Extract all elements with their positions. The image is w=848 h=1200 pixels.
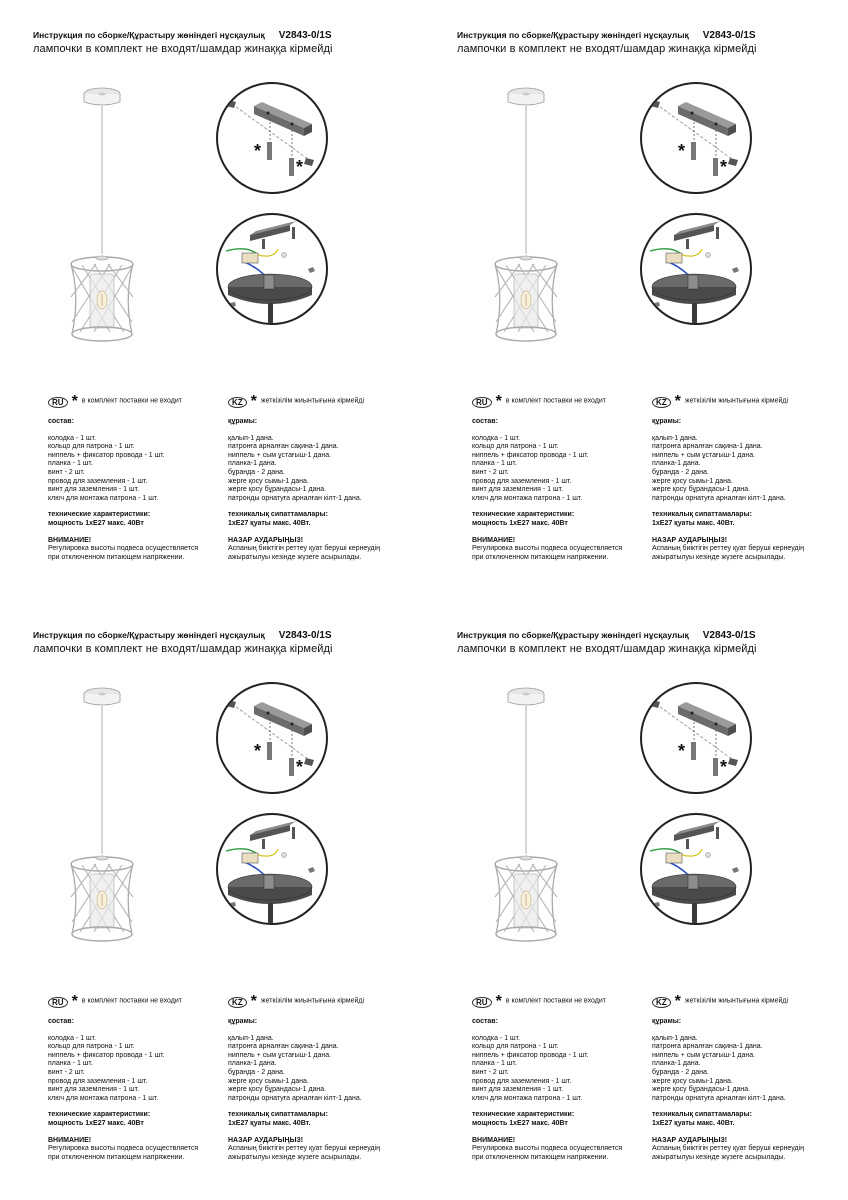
kz-tech-value: 1хЕ27 қуаты макс. 40Вт. <box>228 1119 311 1127</box>
kz-composition-item: жерге қосу бұрандасы-1 дана. <box>228 486 327 494</box>
instruction-title: Инструкция по сборке/Құрастыру жөніндегі нұсқаулық V2843-0/1S <box>33 30 332 41</box>
kz-not-included-note: жеткізілім жиынтығына кірмейді <box>684 397 789 405</box>
kz-composition-item: бұранда - 2 дана. <box>228 1068 285 1076</box>
kz-tech-value: 1хЕ27 қуаты макс. 40Вт. <box>652 519 735 527</box>
ru-composition-item: колодка - 1 шт. <box>472 1034 521 1042</box>
instruction-panel <box>424 600 848 1200</box>
kz-composition-item: жерге қосу сымы-1 дана. <box>652 477 733 485</box>
ru-tech-value: мощность 1хЕ27 макс. 40Вт <box>48 519 144 527</box>
pendant-lamp-image <box>486 682 586 947</box>
ru-composition-list <box>472 435 622 504</box>
ru-specification-column <box>48 394 198 562</box>
ru-composition-item: колодка - 1 шт. <box>472 434 521 442</box>
ru-composition-item: ниппель + фиксатор провода - 1 шт. <box>472 1051 589 1059</box>
kz-flag-badge: KZ <box>228 397 247 408</box>
kz-warning-text: Аспаның биіктігін реттеу қуат беруші кернеудің <box>228 1145 381 1153</box>
not-included-star-marker: * <box>720 757 728 777</box>
ru-composition-item: кольцо для патрона - 1 шт. <box>472 443 559 451</box>
not-included-star-marker: * <box>678 141 686 161</box>
kz-warning-text: ажыратылуы кезінде жүзеге асырылады. <box>652 553 786 561</box>
kz-composition-item: жерге қосу сымы-1 дана. <box>652 1077 733 1085</box>
ru-composition-list <box>48 1035 198 1104</box>
pendant-lamp-image <box>486 82 586 347</box>
ru-tech-title: технические характеристики: <box>48 1111 151 1119</box>
ru-specification-column <box>472 994 622 1162</box>
kz-composition-item: бұранда - 2 дана. <box>652 468 709 476</box>
star-icon: * <box>250 393 257 410</box>
kz-composition-item: жерге қосу бұрандасы-1 дана. <box>652 486 751 494</box>
ru-composition-item: кольцо для патрона - 1 шт. <box>48 1043 135 1051</box>
kz-composition-item: қалып-1 дана. <box>228 1034 274 1042</box>
ru-not-included-note: в комплект поставки не входит <box>81 397 182 405</box>
kz-flag-badge: KZ <box>228 997 247 1008</box>
kz-composition-item: қалып-1 дана. <box>652 1034 698 1042</box>
ru-warning-text: при отключенном питающем напряжении. <box>472 1153 609 1161</box>
ru-composition-item: планка - 1 шт. <box>48 1060 93 1068</box>
ru-not-included-note: в комплект поставки не входит <box>505 397 606 405</box>
ru-specification-column <box>472 394 622 562</box>
kz-composition-item: жерге қосу бұрандасы-1 дана. <box>652 1086 751 1094</box>
star-icon: * <box>674 993 681 1010</box>
kz-composition-item: қалып-1 дана. <box>228 434 274 442</box>
kz-composition-item: бұранда - 2 дана. <box>652 1068 709 1076</box>
kz-tech-title: техникалық сипаттамалары: <box>652 1111 752 1119</box>
instruction-panel <box>0 0 424 600</box>
ru-tech-title: технические характеристики: <box>48 511 151 519</box>
kz-composition-title: құрамы: <box>228 1018 258 1025</box>
kz-tech-title: техникалық сипаттамалары: <box>652 511 752 519</box>
bracket-assembly-diagram <box>216 82 328 194</box>
ru-warning-text: при отключенном питающем напряжении. <box>472 553 609 561</box>
bulbs-not-included-note: лампочки в комплект не входят/шамдар жинаққа кірмейді <box>457 43 757 55</box>
kz-composition-item: планка-1 дана. <box>652 1060 701 1068</box>
kz-not-included-note: жеткізілім жиынтығына кірмейді <box>260 397 365 405</box>
kz-not-included-note: жеткізілім жиынтығына кірмейді <box>684 997 789 1005</box>
ru-composition-item: провод для заземления - 1 шт. <box>472 477 572 485</box>
ru-composition-item: ниппель + фиксатор провода - 1 шт. <box>472 451 589 459</box>
kz-composition-item: патронға арналған сақина-1 дана. <box>228 1043 339 1051</box>
ru-warning-title: ВНИМАНИЕ! <box>48 1136 92 1144</box>
ru-composition-item: колодка - 1 шт. <box>48 1034 97 1042</box>
ru-tech-title: технические характеристики: <box>472 511 575 519</box>
ru-warning-text: Регулировка высоты подвеса осуществляется <box>48 545 199 553</box>
ru-composition-item: ключ для монтажа патрона - 1 шт. <box>472 494 583 502</box>
ru-tech-value: мощность 1хЕ27 макс. 40Вт <box>472 1119 568 1127</box>
kz-composition-item: ниппель + сым ұстағыш-1 дана. <box>228 1051 332 1059</box>
ru-tech-value: мощность 1хЕ27 макс. 40Вт <box>48 1119 144 1127</box>
model-number: V2843-0/1S <box>278 630 332 641</box>
ru-warning-text: при отключенном питающем напряжении. <box>48 1153 185 1161</box>
kz-composition-list <box>228 435 380 504</box>
ru-composition-item: ключ для монтажа патрона - 1 шт. <box>48 1094 159 1102</box>
kz-warning-text: ажыратылуы кезінде жүзеге асырылады. <box>228 1153 362 1161</box>
ru-not-included-note: в комплект поставки не входит <box>505 997 606 1005</box>
kz-composition-item: жерге қосу сымы-1 дана. <box>228 1077 309 1085</box>
model-number: V2843-0/1S <box>702 30 756 41</box>
kz-not-included-note: жеткізілім жиынтығына кірмейді <box>260 997 365 1005</box>
instruction-title: Инструкция по сборке/Құрастыру жөніндегі нұсқаулық V2843-0/1S <box>457 630 756 641</box>
kz-tech-title: техникалық сипаттамалары: <box>228 1111 328 1119</box>
ru-composition-item: винт - 2 шт. <box>48 1068 85 1076</box>
bulbs-not-included-note: лампочки в комплект не входят/шамдар жинаққа кірмейді <box>33 43 333 55</box>
ru-warning-text: при отключенном питающем напряжении. <box>48 553 185 561</box>
star-icon: * <box>674 393 681 410</box>
ru-flag-badge: RU <box>48 397 68 408</box>
kz-composition-item: патронды орнатуға арналған кілт-1 дана. <box>652 494 786 502</box>
ru-composition-item: винт для заземления - 1 шт. <box>472 1086 564 1094</box>
kz-specification-column <box>228 994 380 1162</box>
canopy-wiring-diagram <box>216 213 328 325</box>
pendant-lamp-image <box>62 682 162 947</box>
ru-composition-title: состав: <box>472 418 498 425</box>
ru-not-included-note: в комплект поставки не входит <box>81 997 182 1005</box>
ru-composition-item: винт для заземления - 1 шт. <box>472 486 564 494</box>
kz-specification-column <box>652 994 804 1162</box>
kz-composition-item: патронды орнатуға арналған кілт-1 дана. <box>228 494 362 502</box>
not-included-star-marker: * <box>720 157 728 177</box>
kz-warning-text: Аспаның биіктігін реттеу қуат беруші кернеудің <box>228 545 381 553</box>
kz-flag-badge: KZ <box>652 397 671 408</box>
ru-composition-item: колодка - 1 шт. <box>48 434 97 442</box>
kz-composition-item: планка-1 дана. <box>228 1060 277 1068</box>
ru-tech-value: мощность 1хЕ27 макс. 40Вт <box>472 519 568 527</box>
kz-composition-item: патронды орнатуға арналған кілт-1 дана. <box>228 1094 362 1102</box>
ru-composition-title: состав: <box>48 418 74 425</box>
bulbs-not-included-note: лампочки в комплект не входят/шамдар жинаққа кірмейді <box>33 643 333 655</box>
not-included-star-marker: * <box>254 741 262 761</box>
kz-composition-item: патронға арналған сақина-1 дана. <box>228 443 339 451</box>
ru-warning-text: Регулировка высоты подвеса осуществляется <box>48 1145 199 1153</box>
ru-composition-item: ключ для монтажа патрона - 1 шт. <box>48 494 159 502</box>
pendant-lamp-image <box>62 82 162 347</box>
star-icon: * <box>495 993 502 1010</box>
ru-composition-list <box>472 1035 622 1104</box>
not-included-star-marker: * <box>296 157 304 177</box>
ru-composition-item: провод для заземления - 1 шт. <box>48 1077 148 1085</box>
ru-flag-badge: RU <box>472 997 492 1008</box>
kz-warning-text: Аспаның биіктігін реттеу қуат беруші кернеудің <box>652 1145 805 1153</box>
kz-composition-item: планка-1 дана. <box>228 460 277 468</box>
kz-composition-item: ниппель + сым ұстағыш-1 дана. <box>652 451 756 459</box>
kz-composition-list <box>228 1035 380 1104</box>
ru-composition-item: ниппель + фиксатор провода - 1 шт. <box>48 1051 165 1059</box>
model-number: V2843-0/1S <box>702 630 756 641</box>
ru-composition-item: планка - 1 шт. <box>472 460 517 468</box>
ru-composition-title: состав: <box>48 1018 74 1025</box>
kz-tech-value: 1хЕ27 қуаты макс. 40Вт. <box>228 519 311 527</box>
ru-flag-badge: RU <box>472 397 492 408</box>
ru-composition-item: провод для заземления - 1 шт. <box>48 477 148 485</box>
not-included-star-marker: * <box>678 741 686 761</box>
kz-composition-item: жерге қосу сымы-1 дана. <box>228 477 309 485</box>
kz-warning-title: НАЗАР АУДАРЫҢЫЗ! <box>228 536 304 544</box>
ru-flag-badge: RU <box>48 997 68 1008</box>
kz-composition-title: құрамы: <box>652 418 682 425</box>
not-included-star-marker: * <box>296 757 304 777</box>
kz-tech-title: техникалық сипаттамалары: <box>228 511 328 519</box>
ru-composition-item: провод для заземления - 1 шт. <box>472 1077 572 1085</box>
star-icon: * <box>250 993 257 1010</box>
star-icon: * <box>71 393 78 410</box>
ru-composition-item: планка - 1 шт. <box>472 1060 517 1068</box>
kz-composition-item: қалып-1 дана. <box>652 434 698 442</box>
ru-composition-item: ключ для монтажа патрона - 1 шт. <box>472 1094 583 1102</box>
kz-composition-list <box>652 435 804 504</box>
kz-warning-title: НАЗАР АУДАРЫҢЫЗ! <box>652 1136 728 1144</box>
instruction-panel <box>424 0 848 600</box>
kz-composition-list <box>652 1035 804 1104</box>
ru-composition-item: винт - 2 шт. <box>472 468 509 476</box>
kz-composition-item: патронды орнатуға арналған кілт-1 дана. <box>652 1094 786 1102</box>
kz-specification-column <box>652 394 804 562</box>
bulbs-not-included-note: лампочки в комплект не входят/шамдар жинаққа кірмейді <box>457 643 757 655</box>
kz-composition-item: патронға арналған сақина-1 дана. <box>652 443 763 451</box>
instruction-title: Инструкция по сборке/Құрастыру жөніндегі нұсқаулық V2843-0/1S <box>33 630 332 641</box>
star-icon: * <box>495 393 502 410</box>
ru-composition-item: винт для заземления - 1 шт. <box>48 1086 140 1094</box>
bracket-assembly-diagram <box>216 682 328 794</box>
kz-warning-text: Аспаның биіктігін реттеу қуат беруші кернеудің <box>652 545 805 553</box>
ru-composition-item: ниппель + фиксатор провода - 1 шт. <box>48 451 165 459</box>
ru-specification-column <box>48 994 198 1162</box>
ru-tech-title: технические характеристики: <box>472 1111 575 1119</box>
kz-composition-item: ниппель + сым ұстағыш-1 дана. <box>228 451 332 459</box>
instruction-panel <box>0 600 424 1200</box>
ru-composition-item: винт для заземления - 1 шт. <box>48 486 140 494</box>
ru-warning-text: Регулировка высоты подвеса осуществляется <box>472 1145 623 1153</box>
kz-specification-column <box>228 394 380 562</box>
kz-composition-item: патронға арналған сақина-1 дана. <box>652 1043 763 1051</box>
canopy-wiring-diagram <box>640 813 752 925</box>
kz-warning-title: НАЗАР АУДАРЫҢЫЗ! <box>228 1136 304 1144</box>
instruction-title: Инструкция по сборке/Құрастыру жөніндегі нұсқаулық V2843-0/1S <box>457 30 756 41</box>
canopy-wiring-diagram <box>216 813 328 925</box>
kz-composition-item: планка-1 дана. <box>652 460 701 468</box>
ru-warning-title: ВНИМАНИЕ! <box>48 536 92 544</box>
kz-tech-value: 1хЕ27 қуаты макс. 40Вт. <box>652 1119 735 1127</box>
ru-composition-item: винт - 2 шт. <box>472 1068 509 1076</box>
kz-warning-text: ажыратылуы кезінде жүзеге асырылады. <box>652 1153 786 1161</box>
bracket-assembly-diagram <box>640 682 752 794</box>
ru-warning-title: ВНИМАНИЕ! <box>472 536 516 544</box>
canopy-wiring-diagram <box>640 213 752 325</box>
ru-composition-list <box>48 435 198 504</box>
ru-composition-item: планка - 1 шт. <box>48 460 93 468</box>
ru-composition-item: кольцо для патрона - 1 шт. <box>48 443 135 451</box>
ru-warning-text: Регулировка высоты подвеса осуществляется <box>472 545 623 553</box>
kz-warning-title: НАЗАР АУДАРЫҢЫЗ! <box>652 536 728 544</box>
kz-composition-item: жерге қосу бұрандасы-1 дана. <box>228 1086 327 1094</box>
ru-composition-title: состав: <box>472 1018 498 1025</box>
kz-composition-item: ниппель + сым ұстағыш-1 дана. <box>652 1051 756 1059</box>
star-icon: * <box>71 993 78 1010</box>
ru-warning-title: ВНИМАНИЕ! <box>472 1136 516 1144</box>
model-number: V2843-0/1S <box>278 30 332 41</box>
kz-composition-title: құрамы: <box>652 1018 682 1025</box>
not-included-star-marker: * <box>254 141 262 161</box>
kz-composition-title: құрамы: <box>228 418 258 425</box>
kz-composition-item: бұранда - 2 дана. <box>228 468 285 476</box>
kz-flag-badge: KZ <box>652 997 671 1008</box>
kz-warning-text: ажыратылуы кезінде жүзеге асырылады. <box>228 553 362 561</box>
bracket-assembly-diagram <box>640 82 752 194</box>
ru-composition-item: кольцо для патрона - 1 шт. <box>472 1043 559 1051</box>
ru-composition-item: винт - 2 шт. <box>48 468 85 476</box>
